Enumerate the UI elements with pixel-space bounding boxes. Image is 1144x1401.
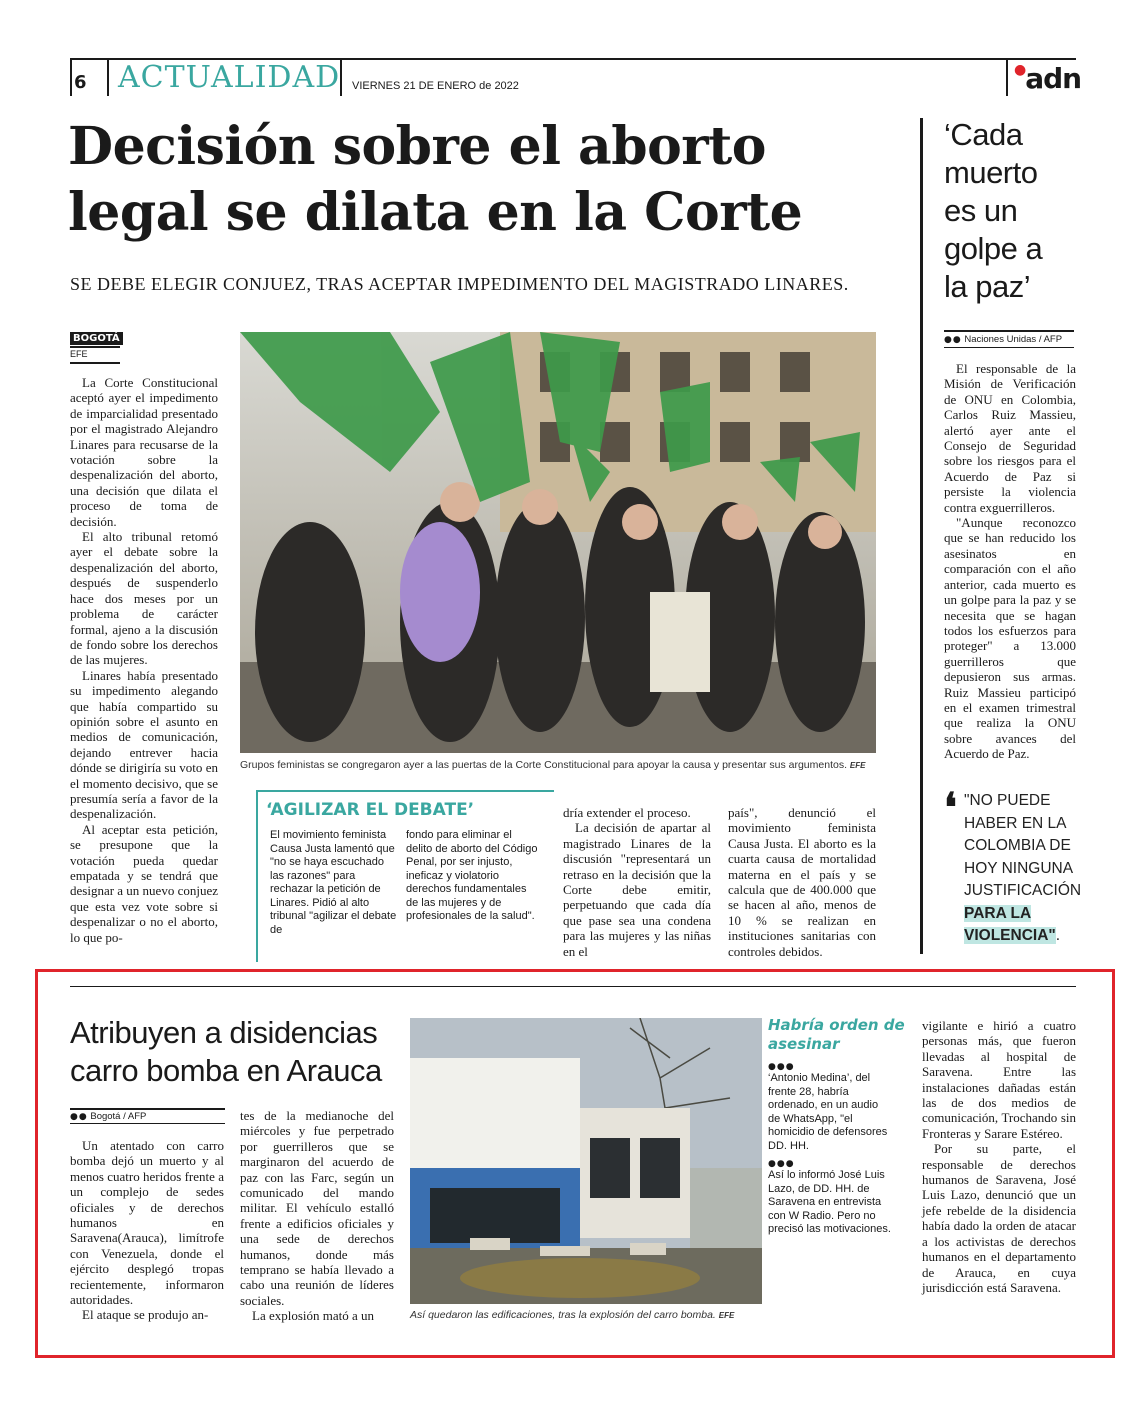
header-divider (1006, 60, 1008, 96)
side-subtitle: Habría orden de asesinar (768, 1016, 905, 1053)
header-divider (107, 60, 109, 96)
side-item: ‘Antonio Medina’, del frente 28, habría ordenado, en un audio de WhatsApp, "el homicidio de defensores DD. HH. (768, 1072, 888, 1152)
paragraph: El ataque se produjo an- (82, 1307, 209, 1323)
main-article-col3 (563, 805, 711, 959)
section-rule (70, 986, 1076, 987)
agency-rule (70, 362, 120, 364)
box-col2: fondo para eliminar el delito de aborto del Código Penal, por ser injusto, ineficaz y violatorio derechos fundamentales de las mujeres y de profesionales de la salud". (406, 829, 538, 922)
main-article-col1 (70, 375, 218, 945)
main-subhead: SE DEBE ELEGIR CONJUEZ, TRAS ACEPTAR IMPEDIMENTO DEL MAGISTRADO LINARES. (70, 274, 849, 294)
paragraph: tes de la medianoche del miércoles y fue perpetrado por guerrilleros que se marginaron del acuerdo de paz con las Farc, según un comunicado del mando militar. El vehículo estalló frente a edificios oficiales y una sede de derechos humanos, donde más temprano se había llevado a cabo una reunión de líderes sociales. (240, 1108, 394, 1308)
bomb-damage-photo (410, 1018, 762, 1304)
paragraph: "Aunque reconozco que se han reducido los asesinatos en comparación con el año anterior, cada muerto es un golpe para la paz y se necesita que se hagan todos los esfuerzos para proteger" a 13.000 guerrilleros que depusieron sus armas. Ruiz Massieu participó en el examen trimestral que realiza la ONU sobre avances del Acuerdo de Paz. (944, 515, 1076, 762)
side-item: Así lo informó José Luis Lazo, de DD. HH. de Saravena en entrevista con W Radio. Pero no precisó las motivaciones. (768, 1169, 891, 1235)
pull-quote-highlight: PARA LA VIOLENCIA" (964, 904, 1056, 944)
paragraph: vigilante e hirió a cuatro personas más, que fueron llevadas al hospital de Saravena. Entre las instalaciones dañadas están las de dos medios de comunicación, Trochando sin Fronteras y Sarare Estéreo. (922, 1018, 1076, 1141)
side-items (768, 1062, 893, 1237)
bullet-icon: ●●● (768, 1062, 795, 1072)
dateline: BOGOTÁ (70, 332, 123, 345)
paragraph: La decisión de apartar al magistrado Linares de la discusión "representará un retraso en la decisión que la Corte debe emitir, perpetuando que cada día que pase sea una condena para las mujeres y las niñas en el (563, 820, 711, 959)
box-col1: El movimiento feminista Causa Justa lamentó que "no se haya escuchado las razones" para rechazar la petición de Linares. Pidió al alto tribunal "agilizar el debate de (270, 829, 397, 936)
sidebar-rule (920, 118, 923, 954)
main-photo (240, 332, 876, 753)
section-title: ACTUALIDAD (118, 60, 341, 95)
header-divider (340, 60, 342, 96)
photo-credit: EFE (718, 1311, 735, 1320)
issue-date: VIERNES 21 DE ENERO de 2022 (352, 80, 519, 92)
page-number: 6 (74, 72, 87, 93)
header-divider (70, 60, 72, 96)
second-article-col4 (922, 1018, 1076, 1295)
agency-credit: EFE (70, 346, 120, 359)
bomb-photo-caption: Así quedaron las edificaciones, tras la explosión del carro bomba. EFE (410, 1309, 735, 1321)
paragraph: Por su parte, el responsable de derechos humanos de Saravena, José Luis Lazo, denunció que un jefe rebelde de la disidencia había dado la orden de atacar a los activistas de derechos humanos en el departamento de Arauca, en cuya jurisdicción está Saravena. (922, 1141, 1076, 1295)
quote-mark-icon: ❛ (944, 784, 957, 831)
paragraph: Al aceptar esta petición, se presupone que la votación pueda quedar empatada y se tendrá que designar a un nuevo conjuez que esta vez vote sobre si despenalizar o no el aborto, lo que po- (70, 821, 219, 945)
box-title: ‘AGILIZAR EL DEBATE’ (266, 800, 475, 820)
paragraph: La Corte Constitucional aceptó ayer el impedimento de imparcialidad presentado por el magistrado Alejandro Linares para recusarse de la votación sobre la despenalización del aborto, una decisión que dilata el proceso de toma de decisión. (70, 375, 218, 529)
adn-logo: ●adn (1014, 62, 1082, 95)
main-article-col4 (728, 805, 876, 959)
sidebar-agency: ●● Naciones Unidas / AFP (944, 330, 1074, 348)
paragraph: El responsable de la Misión de Verificación de ONU en Colombia, Carlos Ruiz Massieu, alertó ayer ante el Consejo de Seguridad sobre los riesgos para el Acuerdo de Paz si persiste la violencia contra exguerrilleros. (944, 361, 1076, 515)
pull-quote: "NO PUEDE HABER EN LA COLOMBIA DE HOY NINGUNA JUSTIFICACIÓN PARA LA VIOLENCIA". (964, 792, 1082, 944)
sidebar-quote-headline: ‘Cada muerto es un golpe a la paz’ (944, 117, 1043, 304)
paragraph: país", denunció el movimiento feminista Causa Justa. El aborto es la cuarta causa de mortalidad materna en el país y se calcula que de 400.000 que se hacen al año, menos de 10 % se realizan en instituciones sanitarias con controles debidos. (728, 805, 876, 959)
second-headline: Atribuyen a disidencias carro bomba en Arauca (70, 1015, 382, 1088)
paragraph: El alto tribunal retomó ayer el debate sobre la despenalización del aborto, después de suspenderlo hace dos meses por un problema de carácter formal, ajeno a la discusión de fondo sobre los derechos de las mujeres. (70, 529, 218, 668)
second-article-col1 (70, 1138, 224, 1323)
main-headline: Decisión sobre el aborto legal se dilata en la Corte (68, 116, 803, 243)
bullet-icon: ●●● (768, 1159, 795, 1169)
second-agency: ●● Bogotá / AFP (70, 1108, 225, 1124)
photo-credit: EFE (849, 761, 866, 770)
sidebar-body (944, 361, 1076, 762)
paragraph: La explosión mató a un (252, 1308, 375, 1324)
second-article-col2 (240, 1108, 394, 1324)
main-photo-caption: Grupos feministas se congregaron ayer a las puertas de la Corte Constitucional para apoyar la causa y presentar sus argumentos. EFE (240, 759, 866, 771)
paragraph: dría extender el proceso. (563, 805, 691, 820)
paragraph: Linares había presentado su impedimento alegando que había compartido su opinión sobre el asunto en medios de comunicación, dejando entrever hacia dónde se dirigiría su voto en el momento decisivo, que se presumía sería a favor de la despenalización. (70, 667, 218, 822)
paragraph: Un atentado con carro bomba dejó un muerto y al menos cuatro heridos frente a un complejo de sedes oficiales y de derechos humanos en Saravena(Arauca), limítrofe con Venezuela, donde el ejército desplegó tropas recientemente, informaron autoridades. (70, 1138, 224, 1308)
